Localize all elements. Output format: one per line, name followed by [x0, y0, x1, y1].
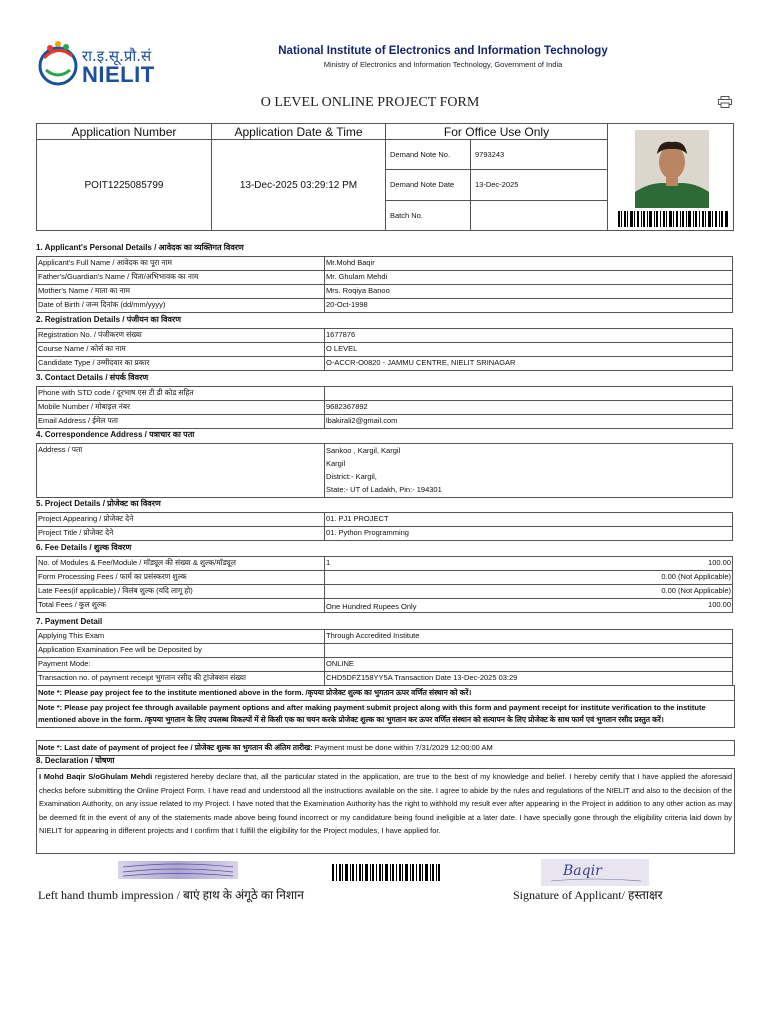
logo-text: NIELIT: [82, 62, 155, 87]
address-line-2: Kargil: [326, 459, 346, 468]
table-row: [37, 444, 733, 498]
table-row: [37, 527, 733, 541]
table-row: [37, 672, 733, 686]
section-address-heading: 4. Correspondence Address / पत्राचार का पता: [36, 430, 195, 439]
demand-note-no-label: Demand Note No.: [386, 140, 471, 169]
office-use-table: [386, 140, 607, 230]
personal-details-table: [36, 256, 733, 313]
section-fees-heading: 6. Fee Details / शुल्क विवरण: [36, 543, 132, 552]
section-contact-heading: 3. Contact Details / संपर्क विवरण: [36, 373, 149, 382]
row-value: 1677876: [325, 329, 733, 343]
address-label: Address / पता: [37, 444, 325, 498]
registration-details-table: [36, 328, 733, 371]
declaration-name: I Mohd Baqir S/oGhulam Mehdi: [39, 772, 153, 781]
section-personal-heading: 1. Applicant's Personal Details / आवेदक का व्यक्तिगत विवरण: [36, 243, 244, 252]
declaration-text: [36, 768, 735, 854]
project-details-table: [36, 512, 733, 541]
address-table: [36, 443, 733, 498]
row-label: Mobile Number / मोबाइल नंबर: [37, 401, 325, 415]
row-label: Project Title / प्रोजेक्ट देने: [37, 527, 325, 541]
row-value: 01. PJ1 PROJECT: [325, 513, 733, 527]
row-value: Mr. Ghulam Mehdi: [325, 271, 733, 285]
signature-image: [541, 859, 649, 886]
table-row: [37, 644, 733, 658]
address-line-4: State:- UT of Ladakh, Pin:- 194301: [326, 485, 442, 494]
fee-details-table: [36, 556, 733, 613]
declaration-body: registered hereby declare that, all the particular stated in the application, are true to the best of my knowledge and belief. I hereby certify that I have applied the aforesaid checks before submitting the Online Project Form. I have read and understood all the instructions available on the site. I agree to abide by the rules and regulations of the NIELIT and also to the decision of the Examination Authority, on any issue related to my Project. I have noted that the Examination Authority has the right to withhold my result ever after appearing in the Project in addition to any other action as may be deemed fit in the event of any of the statements made above being found incorrect or my candidature being found ineligible at a later date. I have specially gone through the eligibility criteria laid down by NIELIT for appearing in different projects and I confirm that I fulfill the eligibility for the Project modules, I have applied for.: [39, 772, 732, 836]
thumb-impression-image: [118, 859, 238, 881]
application-info-table: [36, 123, 734, 231]
row-label: Applying This Exam: [37, 630, 325, 644]
late-fees-value: 0.00 (Not Applicable): [325, 585, 733, 599]
table-row: [37, 257, 733, 271]
demand-note-date-label: Demand Note Date: [386, 169, 471, 200]
office-use-cell: [386, 140, 608, 231]
table-row: [37, 658, 733, 672]
row-value: Mrs. Roqiya Banoo: [325, 285, 733, 299]
table-row: [37, 387, 733, 401]
table-row: [37, 513, 733, 527]
row-label: Registration No. / पंजीकरण संख्या: [37, 329, 325, 343]
demand-note-no-value: 9793243: [471, 140, 608, 169]
row-value: CHD5DFZ158YY5A Transaction Date 13-Dec-2025 03:29: [325, 672, 733, 686]
payment-details-table: [36, 629, 733, 686]
footer-barcode: [332, 864, 440, 881]
form-title: O LEVEL ONLINE PROJECT FORM: [260, 95, 480, 110]
institute-name: National Institute of Electronics and Information Technology: [278, 45, 608, 57]
row-label: Date of Birth / जन्म दिनांक (dd/mm/yyyy): [37, 299, 325, 313]
row-label: Payment Mode:: [37, 658, 325, 672]
table-row: [37, 401, 733, 415]
table-row: [37, 285, 733, 299]
payment-note-3-bold: Note *: Last date of payment of project fee / प्रोजेक्ट शुल्क का भुगतान की अंतिम तारीख:: [38, 743, 313, 752]
table-row: [37, 557, 733, 571]
printer-icon[interactable]: [718, 96, 732, 108]
table-row: [37, 571, 733, 585]
table-row: [37, 271, 733, 285]
modules-count: 1: [326, 558, 331, 567]
address-value: [325, 444, 733, 498]
table-row: [37, 329, 733, 343]
row-label: Mother's Name / माता का नाम: [37, 285, 325, 299]
row-label: Application Examination Fee will be Deposited by: [37, 644, 325, 658]
logo-hindi-text: रा.इ.सू.प्रौ.सं: [82, 47, 152, 65]
table-row: [37, 415, 733, 429]
col-application-number: Application Number: [37, 124, 212, 140]
row-value: 20-Oct-1998: [325, 299, 733, 313]
table-row: [37, 299, 733, 313]
address-line-3: District:- Kargil,: [326, 472, 377, 481]
applicant-photo: [635, 130, 709, 208]
photo-cell: [608, 124, 734, 231]
address-line-1: Sankoo , Kargil, Kargil: [326, 446, 401, 455]
payment-note-1: Note *: Please pay project fee to the institute mentioned above in the form. /कृपया प्रोजेक्ट शुल्क का भुगतान ऊपर वर्णित संस्थान को करें।: [36, 685, 735, 701]
processing-label: Form Processing Fees / फार्म का प्रसंस्करण शुल्क: [37, 571, 325, 585]
thumb-impression-label: Left hand thumb impression / बाएं हाथ के अंगूठे का निशान: [38, 888, 304, 902]
contact-details-table: [36, 386, 733, 429]
row-label: Transaction no. of payment receipt भुगतान रसीद की ट्रांजेक्शन संख्या: [37, 672, 325, 686]
processing-value: 0.00 (Not Applicable): [325, 571, 733, 585]
modules-fee: 100.00: [708, 558, 731, 567]
col-application-date: Application Date & Time: [212, 124, 386, 140]
payment-note-3: [36, 740, 735, 756]
row-label: Email Address / ईमेल पता: [37, 415, 325, 429]
row-value: 01. Python Programming: [325, 527, 733, 541]
row-value: O LEVEL: [325, 343, 733, 357]
row-value: Through Accredited Institute: [325, 630, 733, 644]
application-date-value: 13-Dec-2025 03:29:12 PM: [212, 140, 386, 231]
batch-no-value: [471, 201, 608, 231]
section-registration-heading: 2. Registration Details / पंजीयन का विवरण: [36, 315, 182, 324]
row-label: Candidate Type / उम्मीदवार का प्रकार: [37, 357, 325, 371]
total-fees-value: [325, 599, 733, 613]
row-label: Father's/Guardian's Name / पिता/अभिभावक का नाम: [37, 271, 325, 285]
section-project-heading: 5. Project Details / प्रोजेक्ट का विवरण: [36, 499, 161, 508]
total-fees-words: One Hundred Rupees Only: [326, 602, 417, 611]
table-row: [37, 343, 733, 357]
barcode-image: [618, 211, 728, 227]
row-value: [325, 387, 733, 401]
demand-note-date-value: 13-Dec-2025: [471, 169, 608, 200]
row-label: Project Appearing / प्रोजेक्ट देने: [37, 513, 325, 527]
row-value: 9682367892: [325, 401, 733, 415]
section-declaration-heading: 8. Declaration / घोषणा: [36, 756, 115, 765]
payment-note-3-text: Payment must be done within 7/31/2029 12:00:00 AM: [312, 743, 493, 752]
row-label: Course Name / कोर्स का नाम: [37, 343, 325, 357]
row-label: Applicant's Full Name / आवेदक का पूरा नाम: [37, 257, 325, 271]
modules-value: [325, 557, 733, 571]
payment-note-2: Note *: Please pay project fee through available payment options and after making payment submit project along with this form and payment receipt for institute verification to the institute mentioned above in the form. /कृपया भुगतान के लिए उपलब्ध विकल्पों में से किसी एक का चयन करके प्रोजेक्ट शुल्क का भुगतान कर ऊपर वर्णित संस्थान को सत्यापन के लिए प्रोजेक्ट के साथ फार्म एवं भुगतान रसीद प्रस्तुत करें।: [36, 700, 735, 728]
col-office-use: For Office Use Only: [386, 124, 608, 140]
total-fees-amount: 100.00: [708, 600, 731, 609]
signature-text: Baqir: [563, 863, 602, 879]
table-row: [37, 585, 733, 599]
row-value: ONLINE: [325, 658, 733, 672]
row-value: [325, 644, 733, 658]
batch-no-label: Batch No.: [386, 201, 471, 231]
table-row: [37, 599, 733, 613]
section-payment-heading: 7. Payment Detail: [36, 617, 103, 626]
row-label: Phone with STD code / दूरभाष एस टी डी कोड सहित: [37, 387, 325, 401]
table-row: [37, 630, 733, 644]
row-value: O-ACCR-O0820 - JAMMU CENTRE, NIELIT SRINAGAR: [325, 357, 733, 371]
signature-label: Signature of Applicant/ हस्ताक्षर: [513, 888, 663, 902]
row-value: Mr.Mohd Baqir: [325, 257, 733, 271]
modules-label: No. of Modules & Fee/Module / मॉड्यूल की संख्या & शुल्क/मॉड्यूल: [37, 557, 325, 571]
table-row: [37, 357, 733, 371]
application-number-value: POIT1225085799: [37, 140, 212, 231]
row-value: lbakirali2@gmail.com: [325, 415, 733, 429]
ministry-name: Ministry of Electronics and Information Technology, Government of India: [323, 60, 563, 69]
total-fees-label: Total Fees / कुल शुल्क: [37, 599, 325, 613]
late-fees-label: Late Fees(if applicable) / विलंब शुल्क (यदि लागू हो): [37, 585, 325, 599]
